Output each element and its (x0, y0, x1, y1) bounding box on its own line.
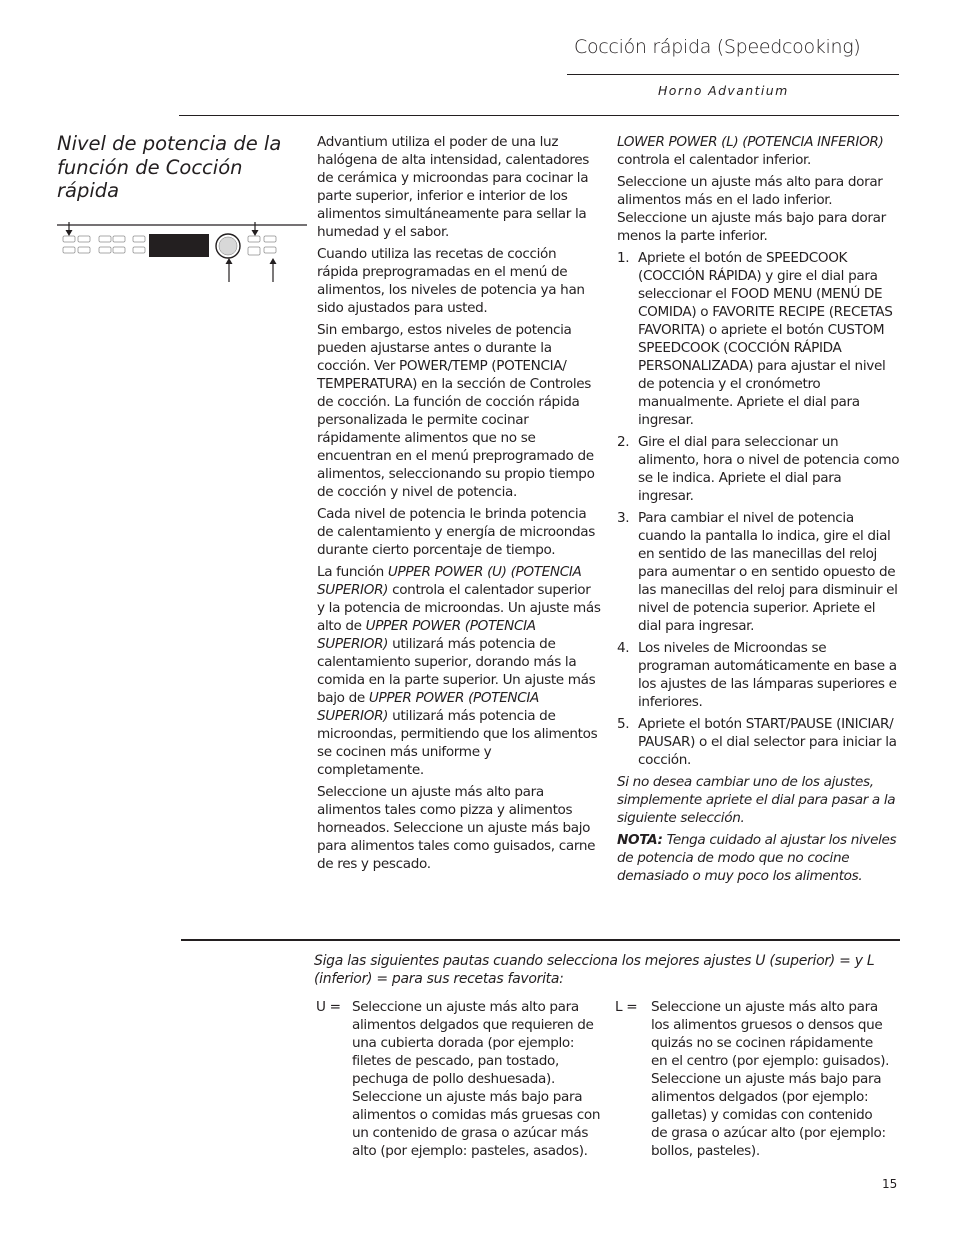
page-number: 15 (882, 1177, 898, 1191)
text-run: controla el calentador superior y la potencia de microondas. Un ajuste más alto de (317, 582, 601, 634)
list-item (617, 639, 900, 711)
paragraph: Seleccione un ajuste más alto para dorar alimentos más en el lado inferior. Seleccione un ajuste más bajo para dorar menos la parte inferior. (617, 174, 886, 244)
definition-key: U = (316, 999, 341, 1015)
step-text: Apriete el botón START/PAUSE (INICIAR/ PAUSAR) o el dial selector para iniciar la cocción. (638, 716, 897, 768)
paragraph: Cuando utiliza las recetas de cocción rápida preprogramadas en el menú de alimentos, los niveles de potencia ya han sido ajustados para usted. (317, 246, 585, 316)
step-text: Los niveles de Microondas se programan automáticamente en base a los ajustes de las lámparas superiores e inferiores. (638, 640, 897, 710)
guidelines-intro: Siga las siguientes pautas cuando selecciona los mejores ajustes U (superior) = y L (inferior) = para sus recetas favorita: (314, 953, 875, 987)
body-column-2 (617, 133, 900, 889)
header-rule-bottom (179, 115, 899, 116)
step-text: Gire el dial para seleccionar un alimento, hora o nivel de potencia como se le indica. Apriete el dial para ingresar. (638, 434, 900, 504)
text-run-italic: UPPER POWER (POTENCIA SUPERIOR) (317, 618, 536, 652)
page-header-subtitle: Horno Advantium (658, 83, 789, 98)
step-number: 4. (617, 640, 630, 656)
step-text: Apriete el botón de SPEEDCOOK (COCCIÓN RÁPIDA) y gire el dial para seleccionar el FOOD MENU (MENÚ DE COMIDA) o FAVORITE RECIPE (RECETAS FAVORITA) o apriete el botón CUSTOM SPEEDCOOK (COCCIÓN RÁPIDA PERSONALIZADA) para ajustar el nivel de potencia y el cronómetro manualmente. Apriete el dial para ingresar. (638, 250, 893, 428)
arrow-up-icon (226, 258, 233, 282)
arrow-down-icon (66, 222, 73, 236)
step-number: 1. (617, 250, 630, 266)
arrow-down-icon (252, 222, 259, 236)
list-item (617, 715, 900, 769)
paragraph: Cada nivel de potencia le brinda potencia de calentamiento y energía de microondas durante cierto porcentaje de tiempo. (317, 506, 596, 558)
text-run: utilizará más potencia de calentamiento superior, dorando más la comida en la parte superior. Un ajuste más bajo de (317, 636, 596, 706)
paragraph-upper-power (317, 563, 601, 779)
page-header-title: Cocción rápida (Speedcooking) (574, 36, 861, 58)
paragraph: Advantium utiliza el poder de una luz halógena de alta intensidad, calentadores de cerámica y microondas para cocinar la parte superior, inferior e interior de los alimentos simultáneamente para sellar la humedad y el sabor. (317, 134, 590, 240)
paragraph-lower-power (617, 133, 900, 169)
text-run-italic: UPPER POWER (U) (POTENCIA SUPERIOR) (317, 564, 582, 598)
body-column-1 (317, 133, 601, 877)
definition-key: L = (615, 999, 638, 1015)
note (617, 831, 900, 885)
panel-display (149, 234, 209, 257)
text-run-italic: UPPER POWER (POTENCIA SUPERIOR) (317, 690, 539, 724)
steps-list (617, 249, 900, 769)
definition-text: Seleccione un ajuste más alto para los alimentos gruesos o densos que quizás no se cocinen rápidamente en el centro (por ejemplo: guisados). Seleccione un ajuste más bajo para alimentos delgados (por ejemplo: galletas) y comidas con contenido de grasa o azúcar alto (por ejemplo: bollos, pasteles). (651, 999, 890, 1159)
text-run: La función (317, 564, 388, 580)
step-number: 5. (617, 716, 630, 732)
note-text: Tenga cuidado al ajustar los niveles de potencia de modo que no cocine demasiado o muy poco los alimentos. (617, 832, 897, 884)
list-item (617, 509, 900, 635)
panel-buttons-left (63, 236, 145, 253)
text-run-italic: LOWER POWER (L) (POTENCIA INFERIOR) (617, 134, 884, 150)
section-title: Nivel de potencia de la función de Cocción rápida (57, 132, 282, 202)
step-text: Para cambiar el nivel de potencia cuando la pantalla lo indica, gire el dial en sentido de las manecillas del reloj para aumentar o en sentido opuesto de las manecillas del reloj para disminuir el nivel de potencia superior. Apriete el dial para ingresar. (638, 510, 898, 634)
control-panel-illustration (57, 222, 307, 286)
note-label: NOTA: (617, 832, 663, 848)
list-item (617, 249, 900, 429)
section-divider (181, 939, 900, 941)
panel-buttons-right (248, 236, 276, 255)
paragraph: Seleccione un ajuste más alto para alimentos tales como pizza y alimentos horneados. Seleccione un ajuste más bajo para alimentos tales como guisados, carne de res y pescado. (317, 784, 596, 872)
selector-dial-icon (216, 234, 240, 258)
step-number: 3. (617, 510, 630, 526)
paragraph: Sin embargo, estos niveles de potencia pueden ajustarse antes o durante la cocción. Ver POWER/TEMP (POTENCIA/ TEMPERATURA) en la sección de Controles de cocción. La función de cocción rápida personalizada le permite cocinar rápidamente alimentos que no se encuentran en el menú preprogramado de alimentos, seleccionando su propio tiempo de cocción y nivel de potencia. (317, 322, 595, 500)
definition-text: Seleccione un ajuste más alto para alimentos delgados que requieren de una cubierta dorada (por ejemplo: filetes de pescado, pan tostado, pechuga de pollo deshuesada). Seleccione un ajuste más bajo para alimentos o comidas más gruesas con un contenido de grasa o azúcar más alto (por ejemplo: pasteles, asados). (352, 999, 601, 1159)
list-item (617, 433, 900, 505)
step-number: 2. (617, 434, 630, 450)
text-run: utilizará más potencia de microondas, permitiendo que los alimentos se cocinen más uniforme y completamente. (317, 708, 598, 778)
text-run: controla el calentador inferior. (617, 152, 811, 168)
arrow-up-icon (270, 258, 277, 282)
header-rule-top (567, 74, 899, 75)
tip-text: Si no desea cambiar uno de los ajustes, simplemente apriete el dial para pasar a la siguiente selección. (617, 774, 896, 826)
